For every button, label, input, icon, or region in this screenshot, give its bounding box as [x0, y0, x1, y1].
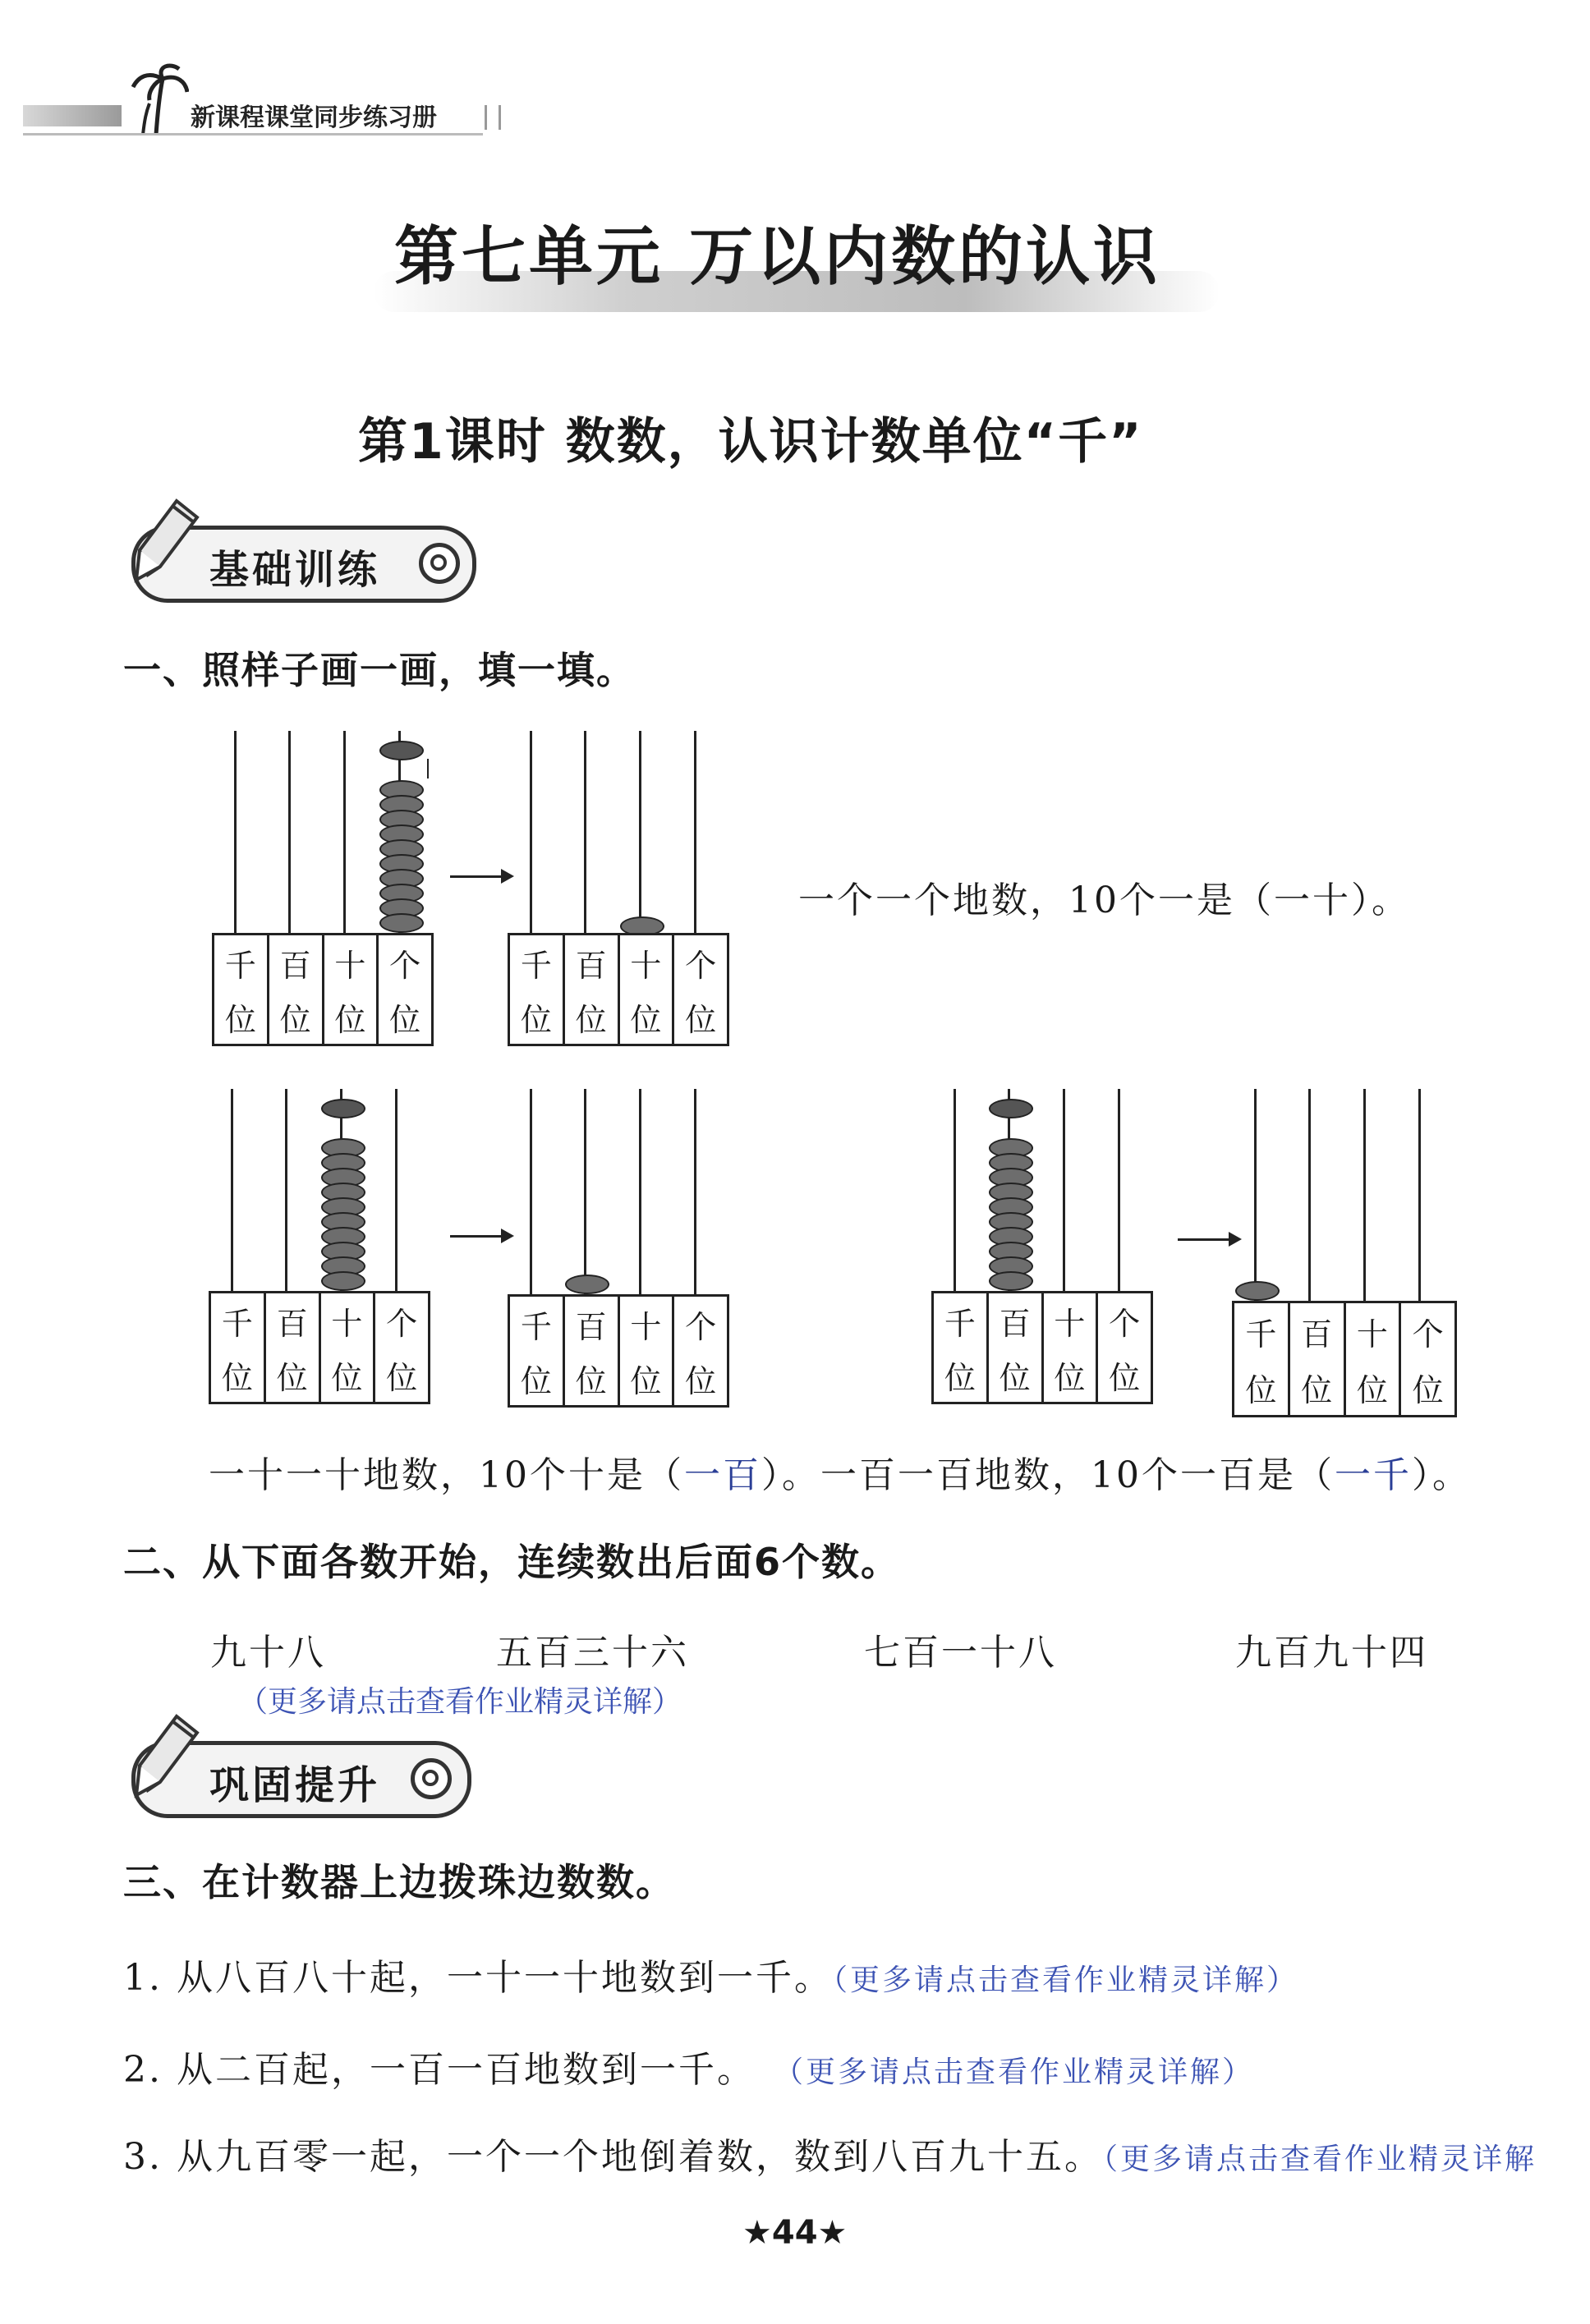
abacus-tens-before: 千 位 百 位 十 位 个 位 — [209, 1089, 430, 1401]
number-item: 五百三十六 — [496, 1632, 689, 1674]
arrow-icon — [450, 875, 511, 878]
q3-item: 2. 从二百起，一百一百地数到一千。 （更多请点击查看作业精灵详解） — [123, 2049, 1254, 2091]
example-answer-text: 一个一个地数，10个一是（一十）。 — [798, 880, 1410, 921]
header-decoration — [23, 105, 122, 126]
header-rule — [23, 133, 483, 135]
palm-tree-icon — [131, 62, 189, 136]
abacus-example-before: 千 位 百 位 十 位 个 位 — [212, 731, 434, 1043]
detail-link[interactable]: （更多请点击查看作业精灵详解） — [238, 1685, 682, 1719]
arrow-icon — [1178, 1238, 1238, 1241]
detail-link[interactable]: （更多请点击查看作业精灵详解 — [1102, 2143, 1537, 2176]
ring-icon — [411, 1758, 452, 1799]
q3-item: 3. 从九百零一起，一个一个地倒着数，数到八百九十五。（更多请点击查看作业精灵详解 — [123, 2136, 1537, 2178]
book-title: 新课程课堂同步练习册 — [191, 103, 437, 132]
detail-link[interactable]: （更多请点击查看作业精灵详解） — [788, 2055, 1254, 2089]
answer-hundred: 一百 — [684, 1454, 761, 1496]
arrow-icon — [450, 1235, 511, 1238]
pencil-icon — [131, 493, 205, 586]
fill-in-sentence: 一十一十地数，10个十是（一百）。一百一百地数，10个一百是（一千）。 — [209, 1454, 1471, 1496]
lesson-title: 第1课时 数数，认识计数单位“千” — [358, 413, 1143, 471]
abacus-tens-after: 千 位 百 位 十 位 个 位 — [508, 1089, 729, 1405]
abacus-hundreds-after: 千 位 百 位 十 位 个 位 — [1232, 1089, 1462, 1417]
unit-title: 第七单元 万以内数的认识 — [394, 220, 1161, 294]
question-3-title: 三、在计数器上边拨珠边数数。 — [123, 1860, 675, 1904]
detail-link[interactable]: （更多请点击查看作业精灵详解） — [832, 1963, 1298, 1997]
answer-thousand: 一千 — [1335, 1454, 1412, 1496]
section-badge-label: 基础训练 — [209, 547, 381, 593]
section-badge-label: 巩固提升 — [209, 1762, 381, 1808]
number-item: 九十八 — [210, 1632, 326, 1674]
pencil-icon — [131, 1708, 205, 1802]
abacus-example-after: 千 位 百 位 十 位 个 位 — [508, 731, 729, 1043]
ring-icon — [419, 543, 460, 584]
number-item: 七百一十八 — [864, 1632, 1057, 1674]
q3-item: 1. 从八百八十起，一十一十地数到一千。（更多请点击查看作业精灵详解） — [123, 1957, 1298, 1999]
header-divider — [485, 105, 501, 130]
number-item: 九百九十四 — [1235, 1632, 1428, 1674]
abacus-hundreds-before: 千 位 百 位 十 位 个 位 — [931, 1089, 1153, 1401]
page-number: ★44★ — [742, 2214, 848, 2252]
question-2-title: 二、从下面各数开始，连续数出后面6个数。 — [123, 1540, 901, 1584]
question-1-title: 一、照样子画一画，填一填。 — [123, 648, 636, 692]
